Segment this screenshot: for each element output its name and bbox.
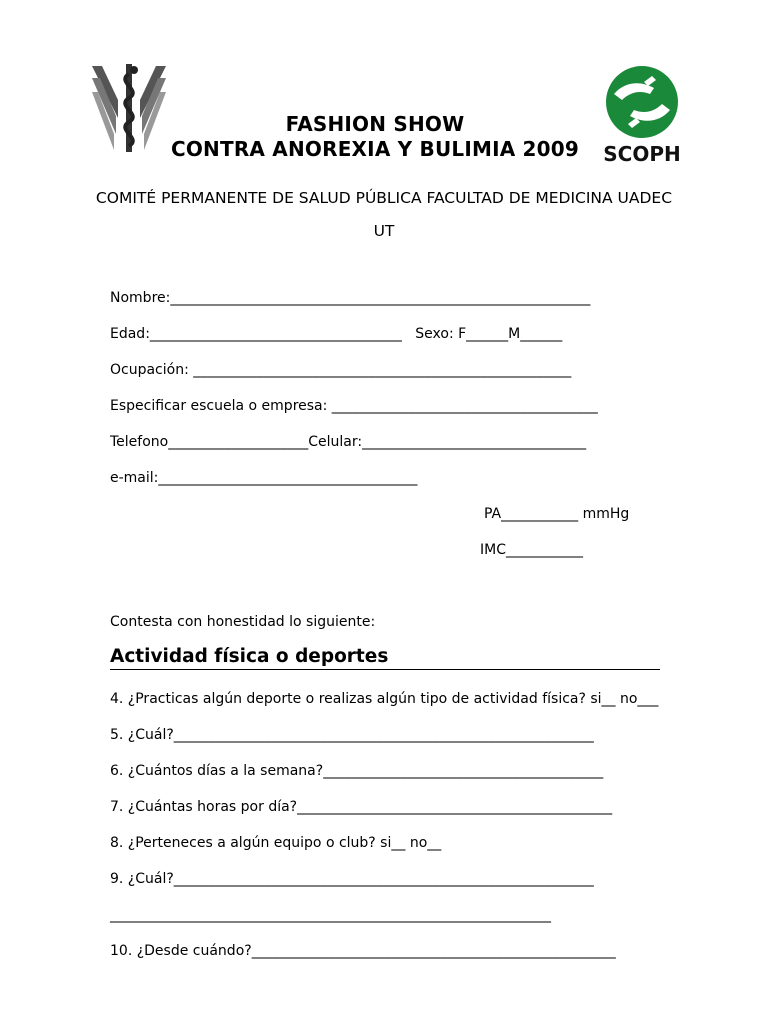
question-10: 10. ¿Desde cuándo?____________________________________________________	[110, 943, 616, 959]
telefono-celular-field: Telefono____________________Celular:________________________________	[110, 434, 587, 450]
pa-field: PA___________ mmHg	[484, 506, 630, 522]
imc-field: IMC___________	[480, 542, 583, 558]
instructions-text: Contesta con honestidad lo siguiente:	[110, 614, 376, 630]
question-9-extra-line: _______________________________________________________________	[110, 907, 551, 923]
subtitle-line-1: COMITÉ PERMANENTE DE SALUD PÚBLICA FACULTAD DE MEDICINA UADEC	[95, 189, 673, 207]
question-6: 6. ¿Cuántos días a la semana?________________________________________	[110, 763, 604, 779]
question-5: 5. ¿Cuál?____________________________________________________________	[110, 727, 594, 743]
section-heading: Actividad física o deportes	[110, 646, 660, 670]
svg-text:SCOPH: SCOPH	[603, 142, 681, 166]
email-field: e-mail:_____________________________________	[110, 470, 418, 486]
edad-sexo-field: Edad:____________________________________ Sexo: F______M______	[110, 326, 563, 342]
scoph-logo	[600, 64, 684, 166]
document-title-line-1: FASHION SHOW	[285, 112, 465, 136]
escuela-empresa-field: Especificar escuela o empresa: ______________________________________	[110, 398, 598, 414]
question-4: 4. ¿Practicas algún deporte o realizas algún tipo de actividad física? si__ no___	[110, 691, 659, 707]
ocupacion-field: Ocupación: ______________________________________________________	[110, 362, 572, 378]
document-title-line-2: CONTRA ANOREXIA Y BULIMIA 2009	[170, 137, 580, 161]
question-7: 7. ¿Cuántas horas por día?_____________________________________________	[110, 799, 613, 815]
question-9: 9. ¿Cuál?____________________________________________________________	[110, 871, 594, 887]
question-8: 8. ¿Perteneces a algún equipo o club? si__ no__	[110, 835, 442, 851]
document-subtitle	[60, 182, 708, 248]
subtitle-line-2: UT	[373, 222, 395, 240]
faculty-emblem-logo	[88, 60, 170, 156]
nombre-field: Nombre:____________________________________________________________	[110, 290, 591, 306]
